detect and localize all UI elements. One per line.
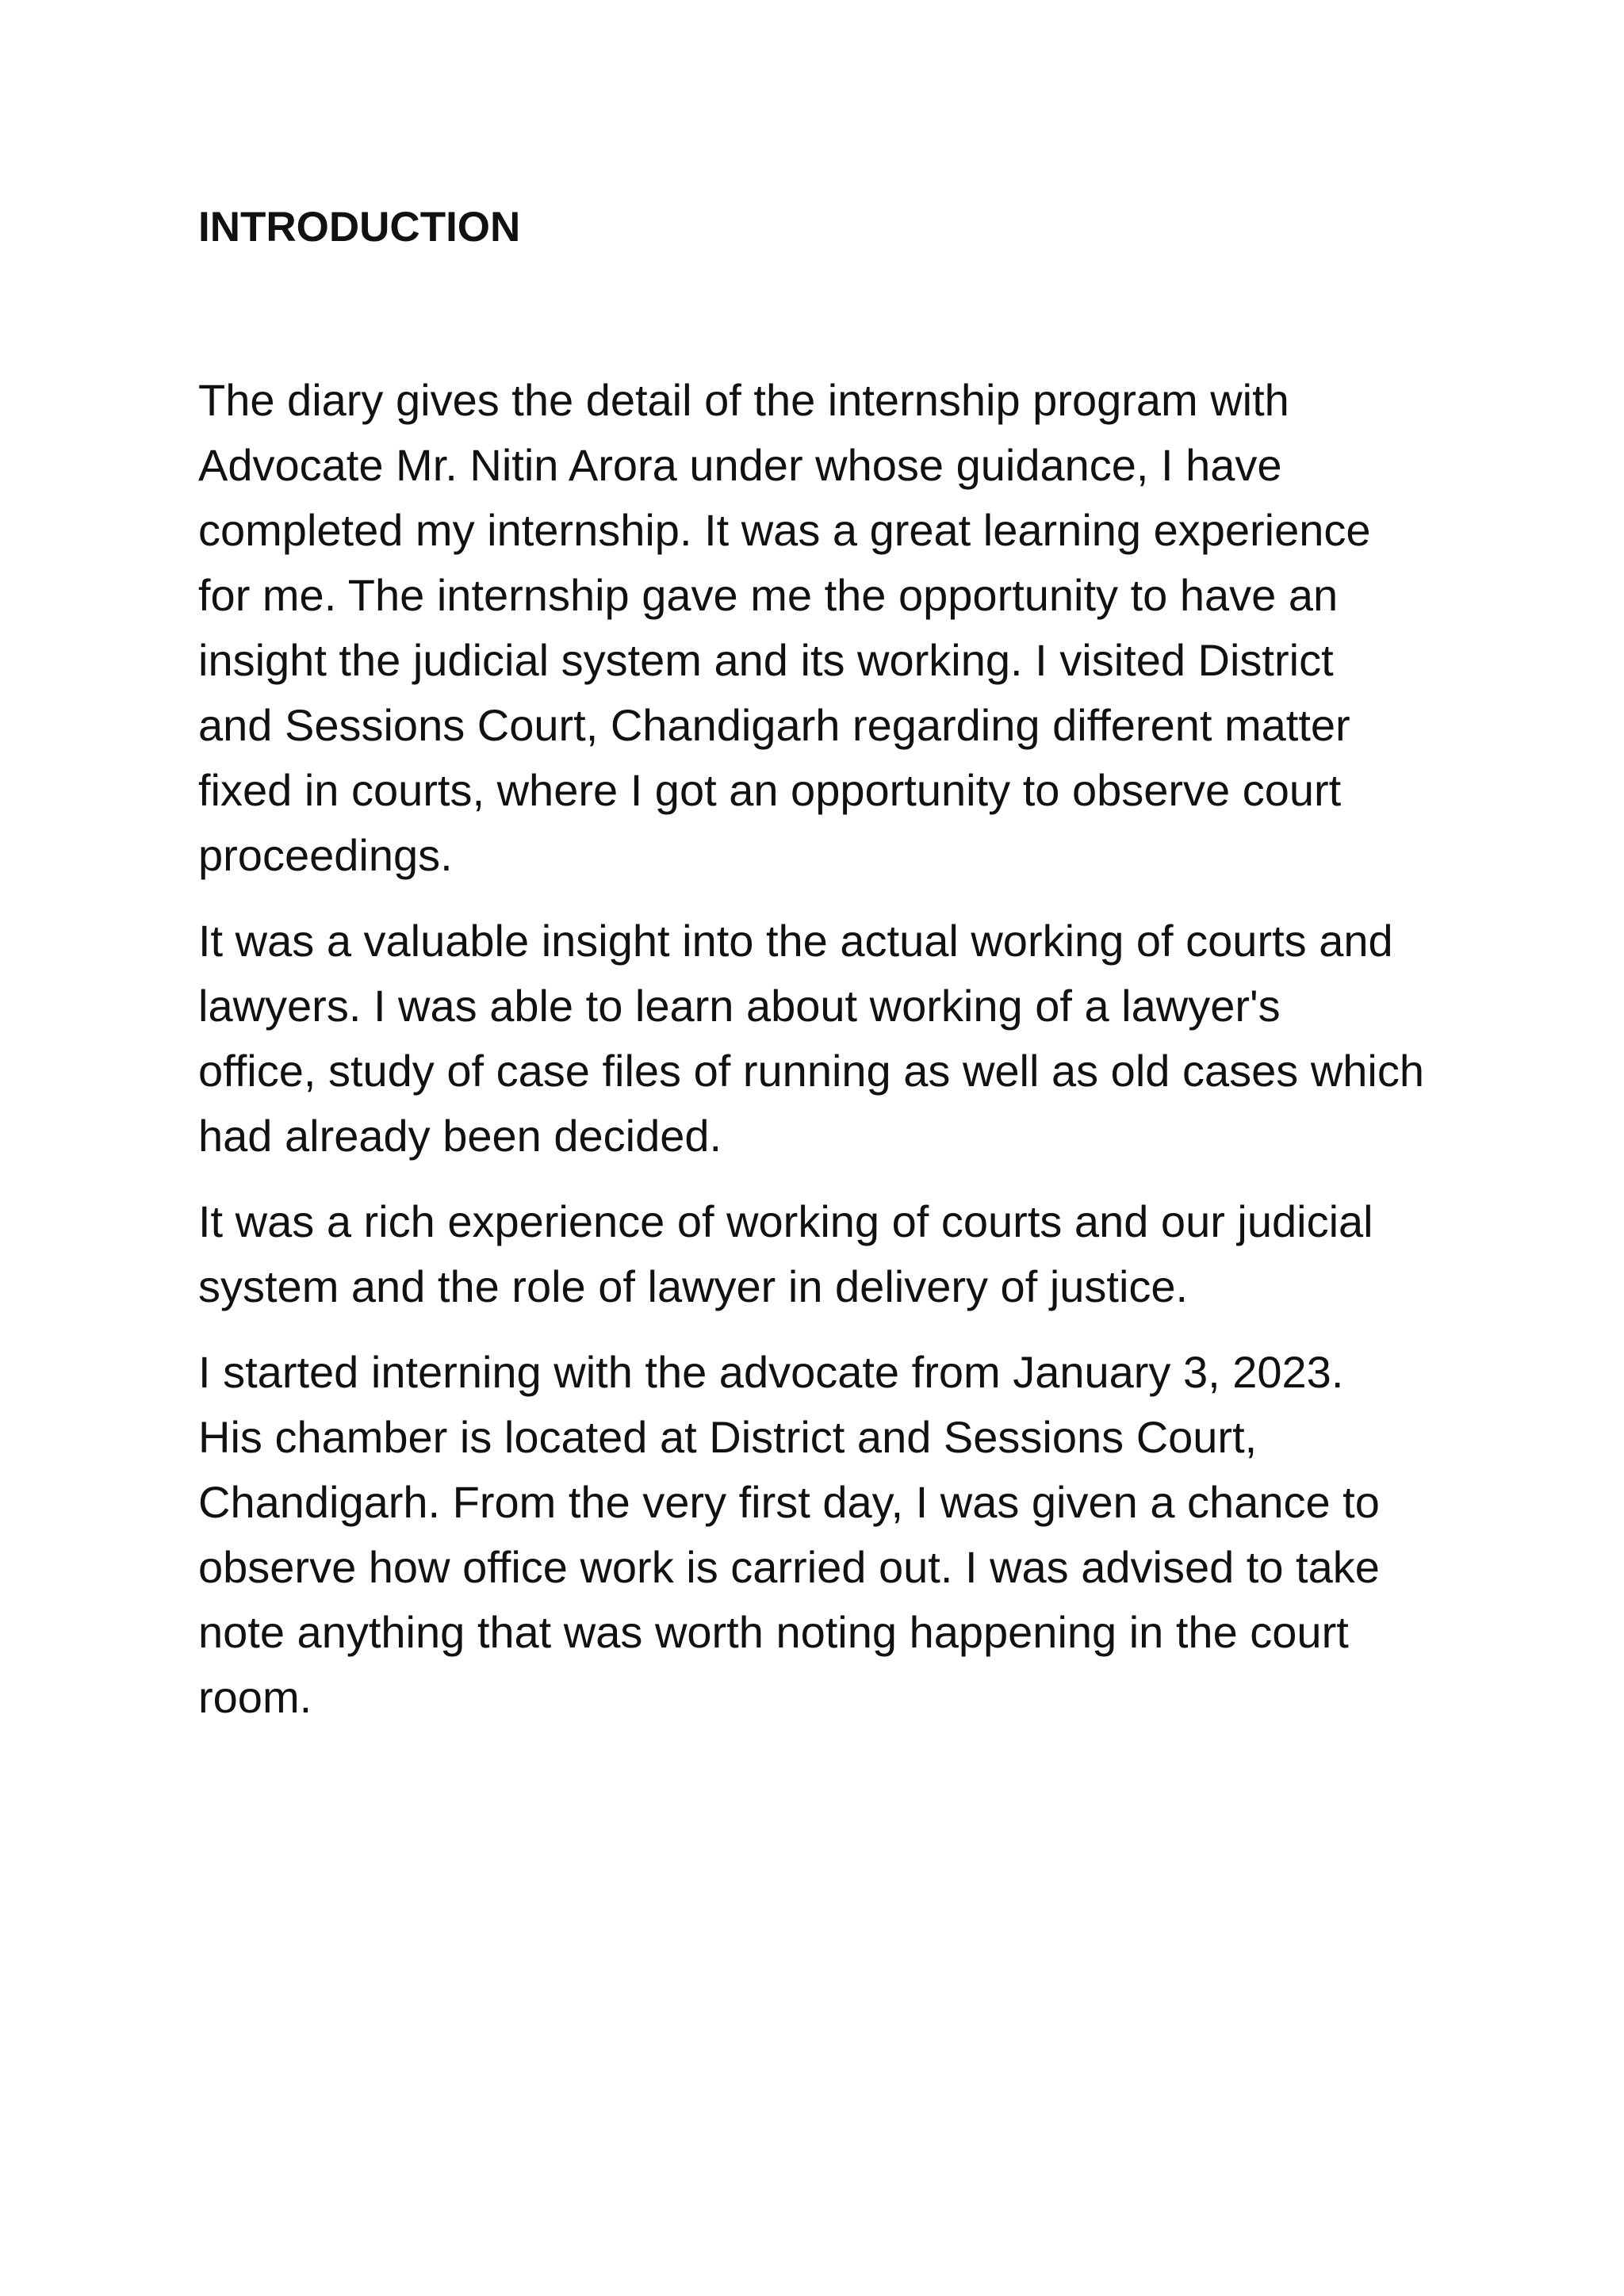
- text-line: completed my internship. It was a great learning experience: [198, 505, 1371, 555]
- text-line: observe how office work is carried out. I was advised to take: [198, 1542, 1380, 1592]
- text-line: It was a rich experience of working of courts and our judicial: [198, 1196, 1373, 1246]
- text-line: I started interning with the advocate from January 3, 2023.: [198, 1347, 1344, 1397]
- text-line: The diary gives the detail of the internship program with: [198, 375, 1289, 425]
- page-heading: INTRODUCTION: [198, 204, 521, 251]
- text-line: Chandigarh. From the very first day, I was given a chance to: [198, 1477, 1380, 1527]
- paragraph-rich-experience: [198, 1189, 1467, 1319]
- document-body: [198, 368, 1467, 1751]
- text-line: system and the role of lawyer in delivery of justice.: [198, 1261, 1189, 1311]
- text-line: Advocate Mr. Nitin Arora under whose guidance, I have: [198, 440, 1282, 490]
- text-line: room.: [198, 1672, 312, 1722]
- text-line: office, study of case files of running as well as old cases which: [198, 1046, 1424, 1096]
- text-line: note anything that was worth noting happening in the court: [198, 1607, 1349, 1657]
- text-line: insight the judicial system and its working. I visited District: [198, 635, 1334, 685]
- text-line: It was a valuable insight into the actual working of courts and: [198, 916, 1393, 966]
- paragraph-internship-overview: [198, 368, 1467, 888]
- text-line: and Sessions Court, Chandigarh regarding different matter: [198, 700, 1350, 750]
- text-line: for me. The internship gave me the opportunity to have an: [198, 570, 1339, 620]
- paragraph-valuable-insight: [198, 909, 1467, 1169]
- text-line: His chamber is located at District and Sessions Court,: [198, 1412, 1258, 1462]
- text-line: fixed in courts, where I got an opportunity to observe court: [198, 765, 1342, 815]
- text-line: had already been decided.: [198, 1111, 722, 1161]
- text-line: lawyers. I was able to learn about working of a lawyer's: [198, 981, 1281, 1031]
- paragraph-start-date: [198, 1340, 1467, 1730]
- text-line: proceedings.: [198, 830, 453, 880]
